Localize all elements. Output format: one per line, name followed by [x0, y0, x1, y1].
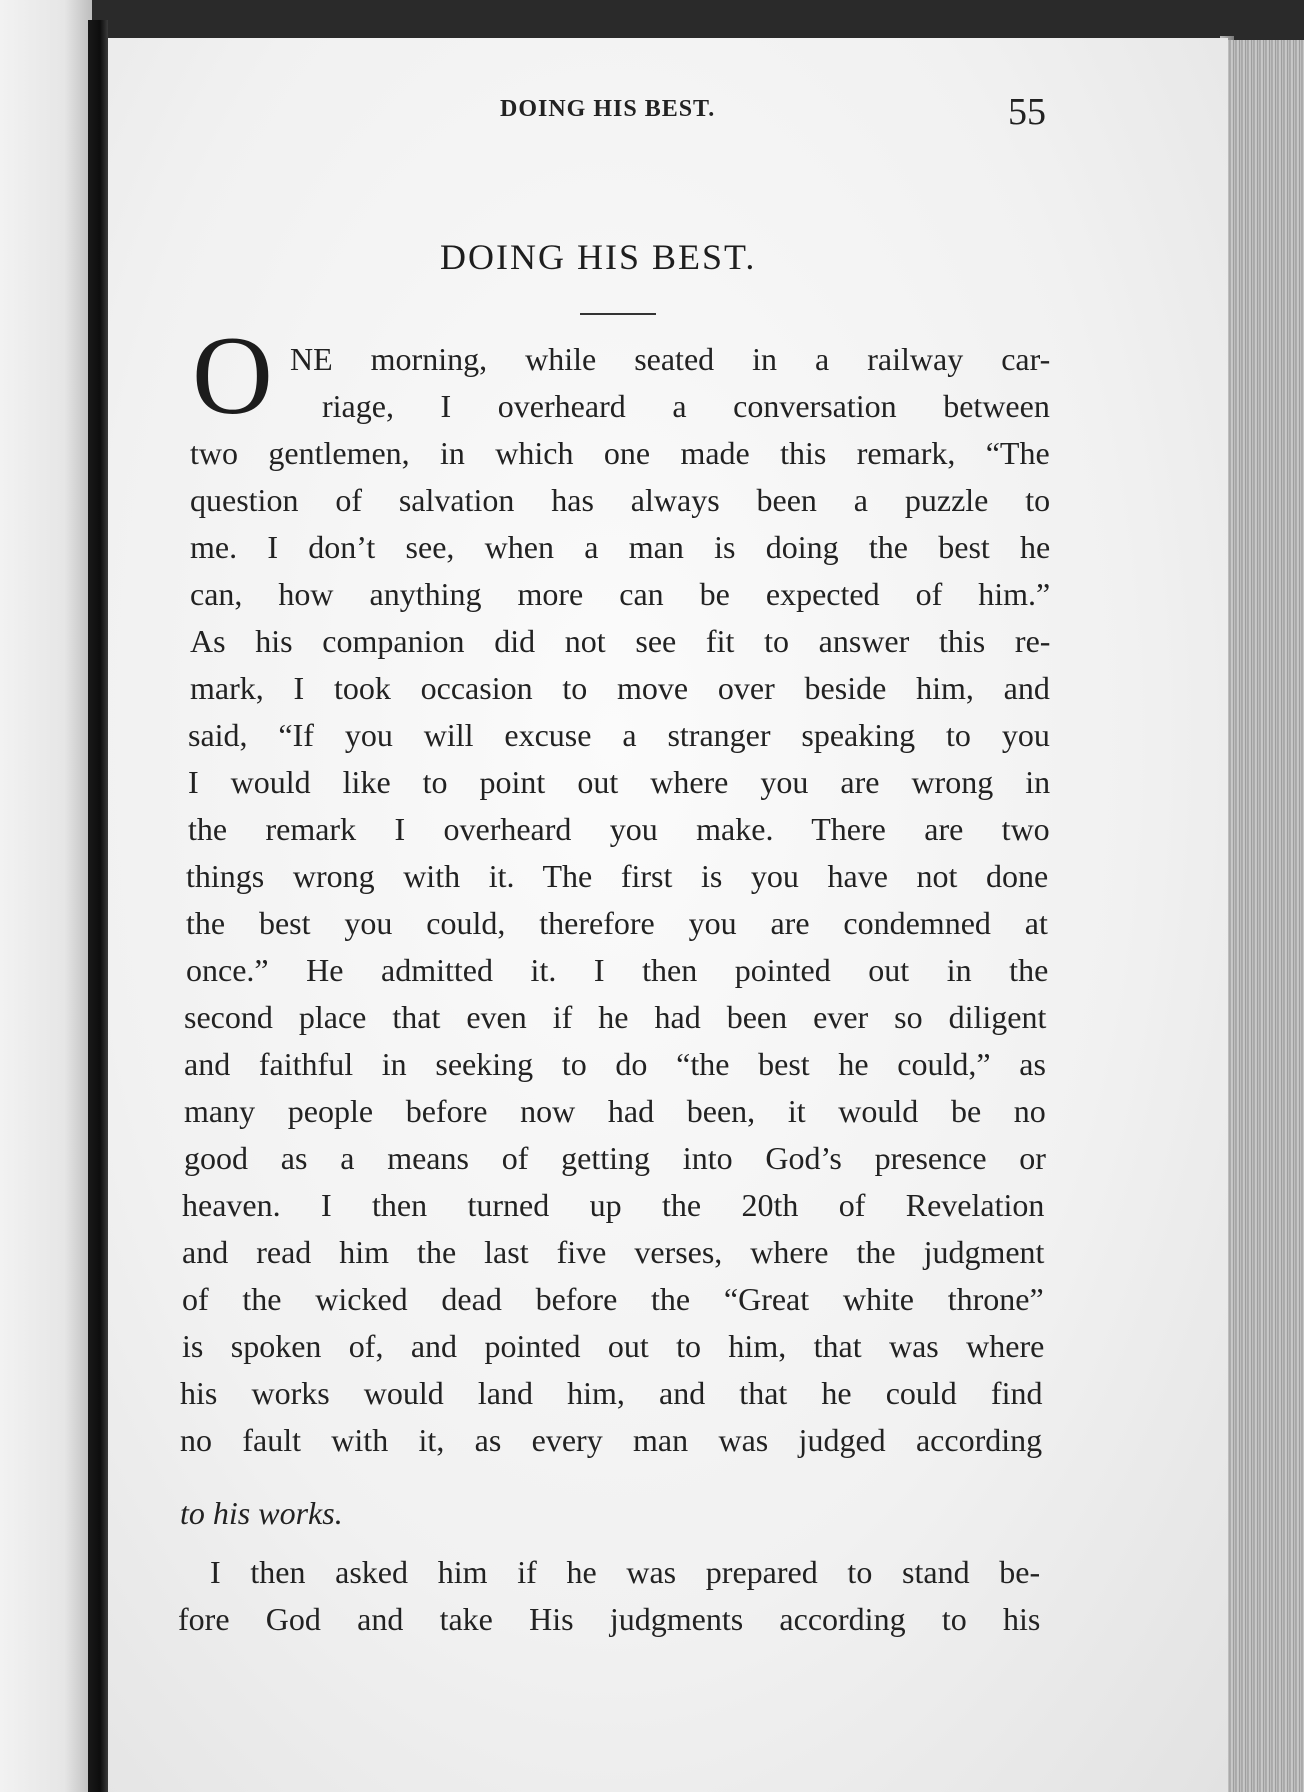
body-line: two gentlemen, in which one made this remark, “The: [190, 435, 1050, 471]
body-line: said, “If you will excuse a stranger speaking to you: [188, 717, 1050, 753]
body-line: mark, I took occasion to move over beside him, and: [190, 670, 1050, 706]
body-line: heaven. I then turned up the 20th of Revelation: [182, 1187, 1045, 1223]
book-gutter: [88, 20, 108, 1792]
chapter-title: DOING HIS BEST.: [440, 237, 757, 277]
body-line: many people before now had been, it would be no: [184, 1093, 1046, 1129]
body-line: and read him the last five verses, where the judgment: [182, 1234, 1045, 1270]
body-line: fore God and take His judgments according to his: [178, 1601, 1041, 1637]
body-line: can, how anything more can be expected of him.”: [190, 576, 1051, 612]
body-line: I would like to point out where you are wrong in: [188, 764, 1051, 800]
page-number: 55: [1008, 91, 1046, 133]
body-line: and faithful in seeking to do “the best he could,” as: [184, 1046, 1046, 1082]
title-rule: [580, 313, 656, 315]
facing-page-edge: [0, 0, 92, 1792]
body-line: no fault with it, as every man was judged according: [180, 1422, 1043, 1458]
body-line: once.” He admitted it. I then pointed out in the: [186, 952, 1049, 988]
body-line: me. I don’t see, when a man is doing the best he: [190, 529, 1051, 565]
body-line: his works would land him, and that he could find: [180, 1375, 1043, 1411]
body-line: NE morning, while seated in a railway car-: [290, 341, 1051, 377]
body-line: question of salvation has always been a puzzle to: [190, 482, 1051, 518]
body-line: riage, I overheard a conversation between: [322, 388, 1050, 424]
body-line: I then asked him if he was prepared to stand be-: [210, 1554, 1041, 1590]
body-line: the best you could, therefore you are condemned at: [186, 905, 1048, 941]
body-line: to his works.: [180, 1495, 343, 1531]
body-line: of the wicked dead before the “Great white throne”: [182, 1281, 1044, 1317]
body-line: second place that even if he had been ever so diligent: [184, 999, 1047, 1035]
body-line: As his companion did not see fit to answer this re-: [190, 623, 1051, 659]
body-line: good as a means of getting into God’s presence or: [184, 1140, 1046, 1176]
page-stack: [1228, 40, 1304, 1792]
body-line: the remark I overheard you make. There are two: [188, 811, 1050, 847]
drop-cap: O: [192, 314, 273, 438]
running-head: DOING HIS BEST.: [500, 96, 716, 122]
body-line: is spoken of, and pointed out to him, that was where: [182, 1328, 1045, 1364]
body-line: things wrong with it. The first is you have not done: [186, 858, 1049, 894]
